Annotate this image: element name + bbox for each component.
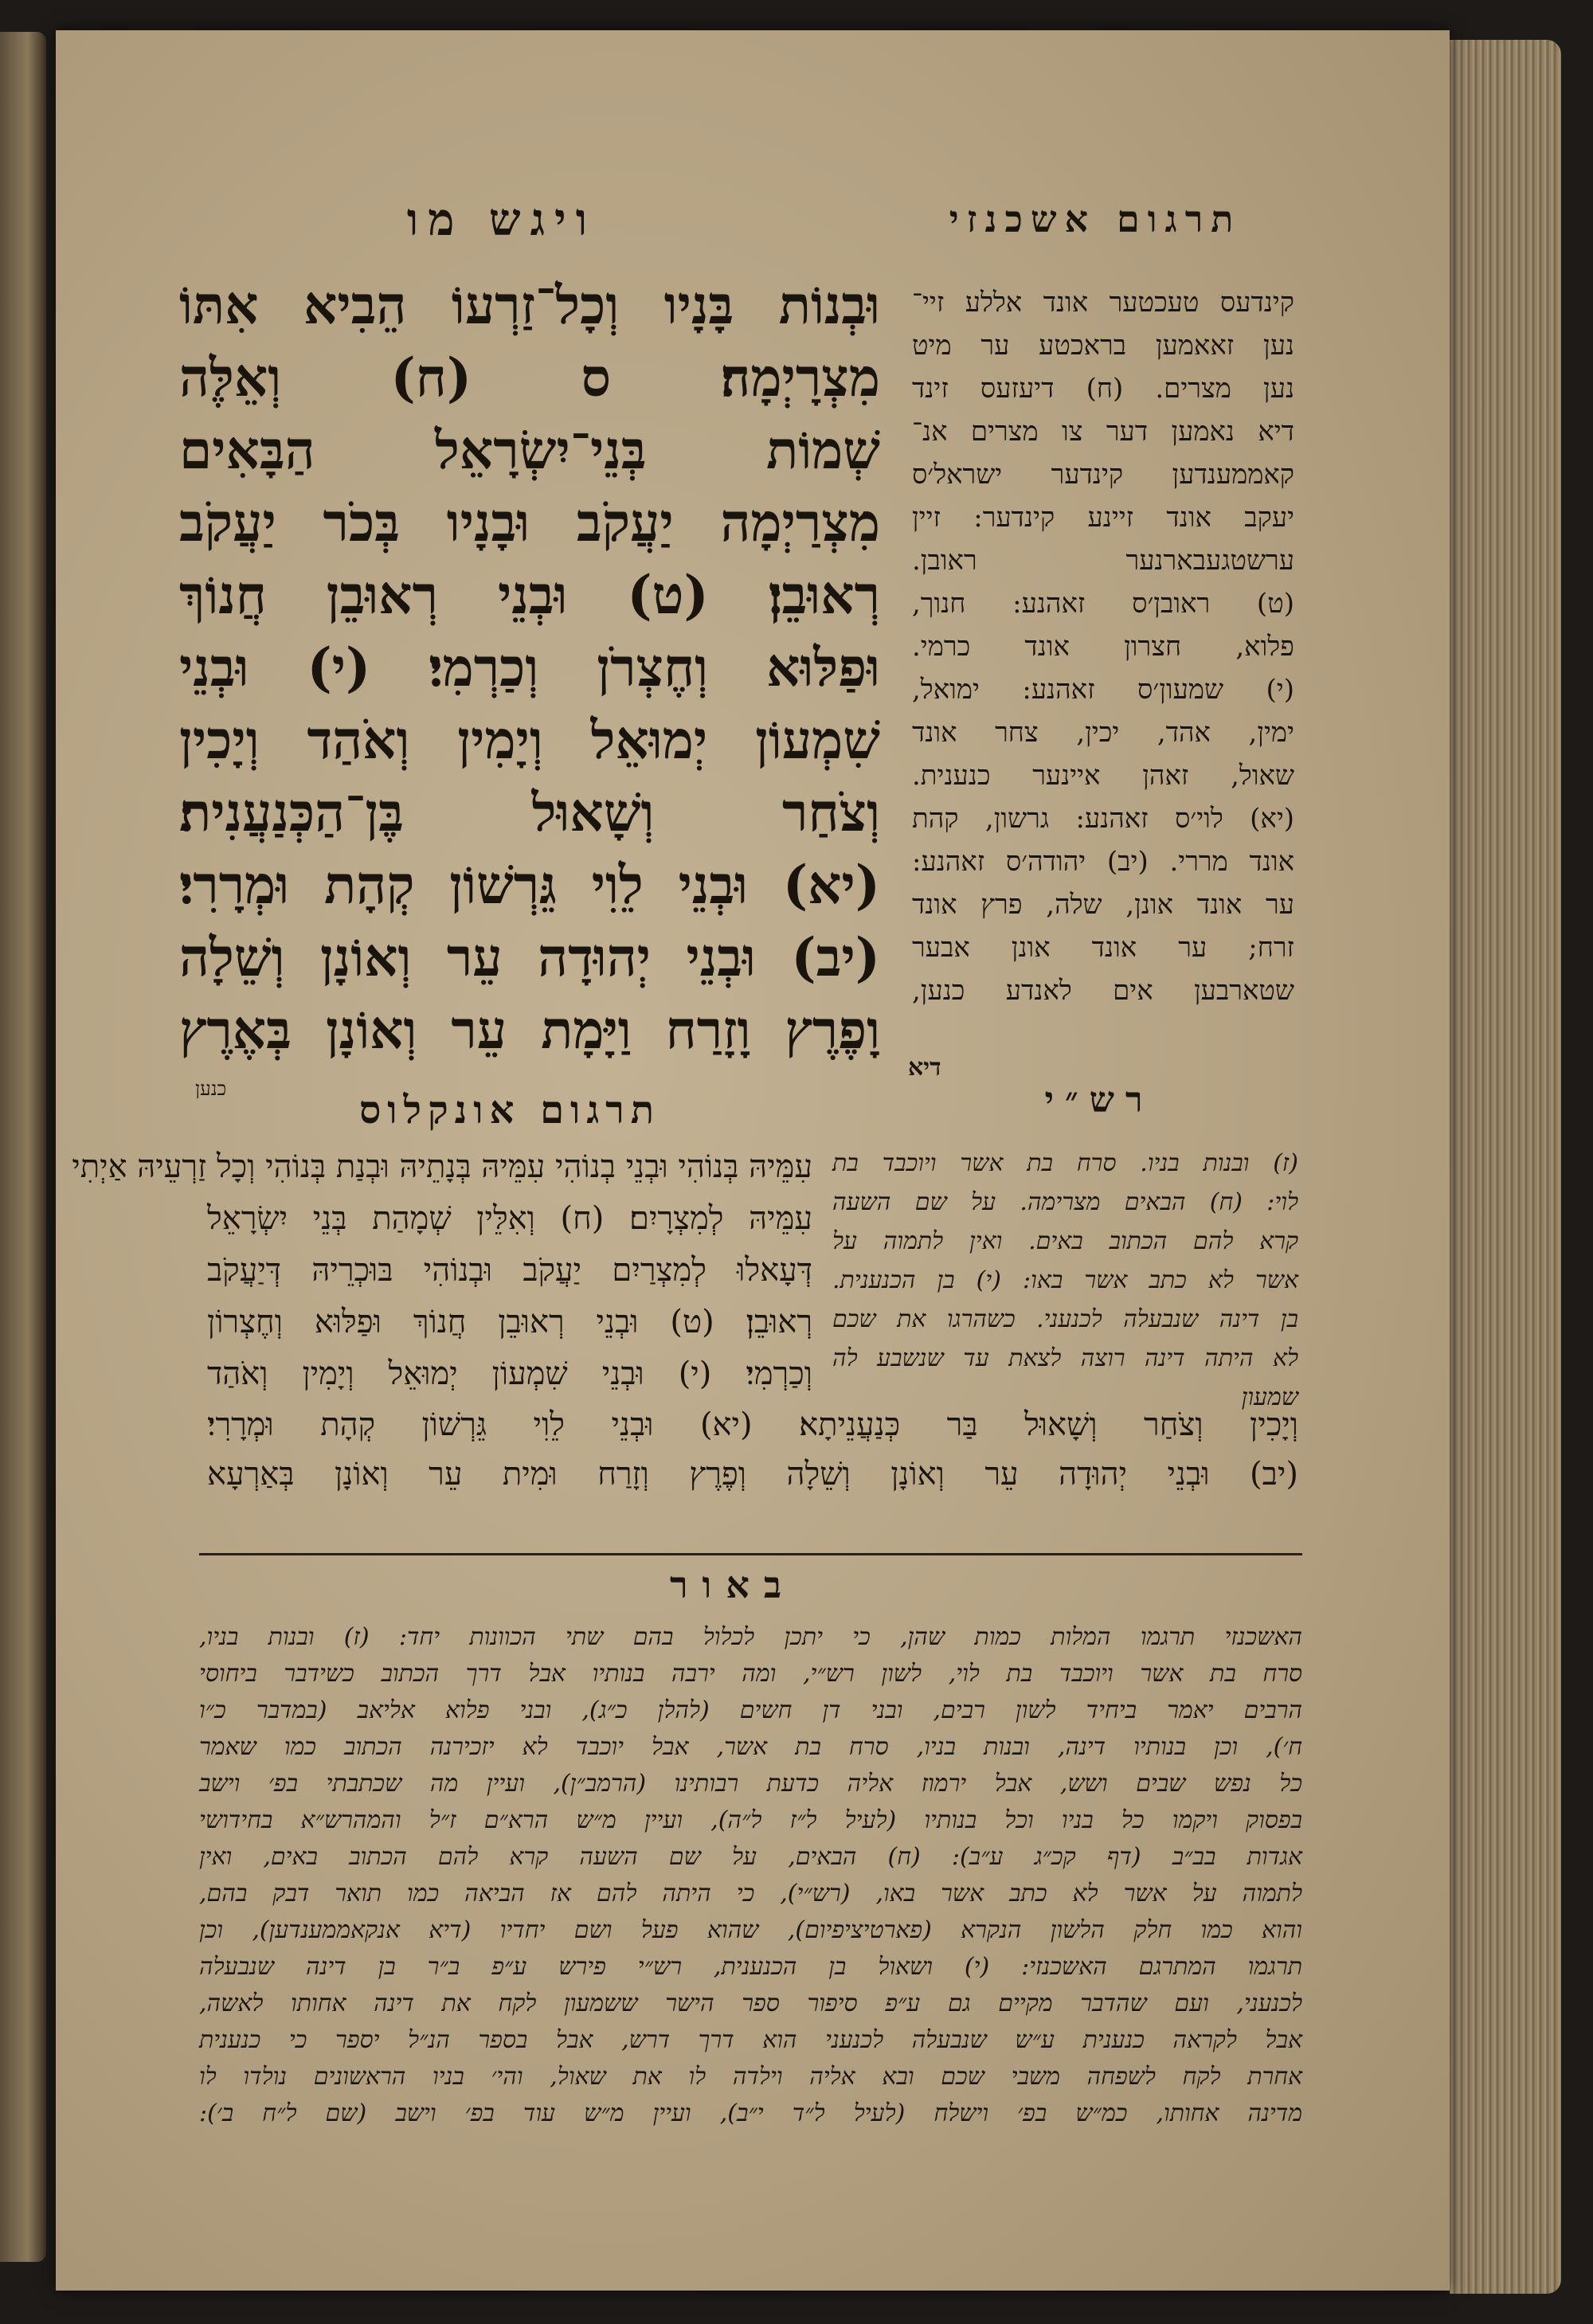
biur-line: מדינה אחותו, כמ״ש בפ׳ וישלח (לעיל ל״ד י״ב), ועיין מ״ש עוד בפ׳ וישב (שם ל״ח ב׳):: [199, 2099, 1302, 2127]
rashi-line: אשר לא כתב אשר באו: (י) בן הכנענית.: [832, 1266, 1298, 1294]
biur-line: סרח בת אשר ויוכבד בת לוי, לשון רש״י, ומה ירבה בנותיו אבל דרך הכתוב כשידבר ביחוסי: [199, 1660, 1302, 1688]
biur-line: תרגמו המתרגם האשכנזי: (י) ושאול בן הכנענית, רש״י פירש ע״פ ב״ר בן דינה שנבעלה: [199, 1953, 1302, 1981]
adjacent-page-edge: [0, 32, 46, 2262]
biur-line: לכנעני, ועם שהדבר מקיים גם ע״פ סיפור ספר הישר ששמעון לקח את דינה אחותו לאשה,: [199, 1989, 1302, 2017]
rashi-line: בן דינה שנבעלה לכנעני. כשהרגו את שכם: [832, 1305, 1298, 1333]
yiddish-line: שטארבען אים לאנדע כנען,: [912, 975, 1294, 1007]
section-divider: [199, 1553, 1302, 1555]
onkelos-line: וְכַרְמִי׃ (י) וּבְנֵי שִׁמְעוֹן יְמוּאֵל וְיָמִין וְאֹהַד: [207, 1356, 812, 1392]
yiddish-line: נען מצרים. (ח) דיעזעס זינד: [912, 373, 1294, 405]
onkelos-line: וְיָכִין וְצֹחַר וְשָׁאוּל בַּר כְּנַעֲנֵיתָא׃ (יא) וּבְנֵי לֵוִי גֵּרְשׁוֹן קְהָת וּמְרָרִי׃: [207, 1407, 1298, 1443]
yiddish-line: קינדעס טעכטער אונד אללע זיי־: [912, 287, 1294, 319]
biur-line: הרבים יאמר ביחיד לשון רבים, ובני דן חשים (להלן כ״ג), ובני פלוא אליאב (במדבר כ״ו: [199, 1696, 1302, 1724]
rashi-line: קרא להם הכתוב באים. ואין לתמוה על: [832, 1227, 1298, 1255]
main-text-line: רְאוּבֵן׃ (ט) וּבְנֵי רְאוּבֵן חֲנוֹךְ: [179, 564, 880, 626]
rashi-line: (ז) ובנות בניו. סרח בת אשר ויוכבד בת: [832, 1149, 1298, 1177]
biur-line: אגדות בב״ב (דף קכ״ג ע״ב): (ח) הבאים, על שם השעה קרא להם הכתוב באים, ואין: [199, 1843, 1302, 1871]
yiddish-line: (י) שמעון׳ס זאהנע: ימואל,: [912, 674, 1294, 706]
running-header-left: תרגום אשכנזי: [949, 198, 1242, 241]
main-catchword: כנען: [195, 1078, 227, 1100]
yiddish-line: נען זאאמען בראכטע ער מיט: [912, 330, 1294, 362]
main-text-line: וָפֶרֶץ וָזָרַח וַיָּמָת עֵר וְאוֹנָן בְּאֶרֶץ: [179, 999, 880, 1061]
yiddish-line: ערשטגעבארנער ראובן.: [912, 545, 1294, 577]
main-text-line: מִצְרָיְמָה׃ ס (ח) וְאֵלֶּה: [179, 346, 880, 409]
onkelos-line: עִמֵּיהּ בְּנוֹהִי וּבְנֵי בְנוֹהִי עִמֵּיהּ בְּנָתֵיהּ וּבְנַת בְּנוֹהִי וְכָל זַרְעֵיהּ אַיְתִי: [72, 1148, 812, 1185]
yiddish-line: קאממענדען קינדער ישראל׳ס: [912, 459, 1294, 491]
yiddish-line: אונד מררי. (יב) יהודה׳ס זאהנע:: [912, 846, 1294, 878]
rashi-line: לוי: (ח) הבאים מצרימה. על שם השעה: [832, 1188, 1298, 1216]
main-text-line: וְצֹחַר וְשָׁאוּל בֶּן־הַכְּנַעֲנִית׃: [179, 781, 880, 843]
yiddish-translation-column: [912, 281, 1294, 1012]
page-content: [56, 30, 1450, 2291]
onkelos-line: (יב) וּבְנֵי יְהוּדָה עֵר וְאוֹנָן וְשֵׁלָה וְפֶרֶץ וְזָרַח וּמִית עֵר וְאוֹנָן בְּאַרְעָא: [207, 1456, 1298, 1493]
biur-line: והוא כמו חלק הלשון הנקרא (פארטיציפיום), שהוא פעל ושם יחדיו (דיא אנקאממענדען), וכן: [199, 1916, 1302, 1944]
rashi-line: שמעון: [1241, 1383, 1298, 1411]
rashi-commentary: [832, 1144, 1298, 1417]
yiddish-line: ער אונד אונן, שלה, פרץ אונד: [912, 889, 1294, 921]
biur-line: ח׳), וכן בנותיו דינה, ובנות בניו, סרח בת אשר, אבל יוכבד לא יזכירנה הכתוב כמו שאמר: [199, 1733, 1302, 1761]
main-hebrew-text: [179, 269, 880, 1066]
yiddish-catchword: דיא: [908, 1054, 941, 1082]
book-page-edges: [1450, 40, 1561, 2294]
onkelos-line: דְּעָאלוּ לְמִצְרַיִם יַעֲקֹב וּבְנוֹהִי בּוּכְרֵיהּ דְּיַעֲקֹב: [207, 1252, 812, 1289]
main-text-line: מִצְרַיְמָה יַעֲקֹב וּבָנָיו בְּכֹר יַעֲקֹב: [179, 491, 880, 554]
biur-title: באור: [669, 1563, 796, 1606]
biur-commentary: [199, 1619, 1302, 2132]
yiddish-line: פלוא, חצרון אונד כרמי.: [912, 631, 1294, 663]
main-text-line: שִׁמְעוֹן יְמוּאֵל וְיָמִין וְאֹהַד וְיָכִין: [179, 709, 880, 771]
yiddish-line: זרח; ער אונד אונן אבער: [912, 932, 1294, 964]
onkelos-title: תרגום אונקלוס: [358, 1088, 661, 1133]
yiddish-line: דיא נאמען דער צו מצרים אנ־: [912, 416, 1294, 448]
rashi-title: רש״י: [1044, 1080, 1154, 1121]
biur-line: אבל לקראה כנענית ע״ש שנבעלה לכנעני הוא דרך דרש, אבל בספר הנ״ל יספר כי כנענית: [199, 2026, 1302, 2054]
biur-line: האשכנזי תרגמו המלות כמות שהן, כי יתכן לכלול בהם שתי הכוונות יחד: (ז) ובנות בניו,: [199, 1623, 1302, 1651]
yiddish-line: ימין, אהד, יכין, צחר אונד: [912, 717, 1294, 749]
main-text-line: וּפַלּוּא וְחֶצְרֹן וְכַרְמִי׃ (י) וּבְנֵי: [179, 636, 880, 698]
biur-line: אחרת לקח לשפחה משבי שכם ובא אליה וילדה לו את שאול, והי׳ בניו הראשונים נולדו לו: [199, 2063, 1302, 2091]
main-text-line: וּבְנוֹת בָּנָיו וְכָל־זַרְעוֹ הֵבִיא אִתּוֹ: [179, 274, 880, 336]
main-text-line: שְׁמוֹת בְּנֵי־יִשְׂרָאֵל הַבָּאִים: [179, 419, 880, 481]
biur-line: כל נפש שבים ושש, אבל ירמוז אליה כדעת רבותינו (הרמב״ן), ועיין מה שכתבתי בפ׳ וישב: [199, 1770, 1302, 1798]
yiddish-line: יעקב אונד זיינע קינדער: זיין: [912, 502, 1294, 534]
running-header-right: ויגש מו: [406, 194, 597, 246]
main-text-line: (יא) וּבְנֵי לֵוִי גֵּרְשׁוֹן קְהָת וּמְרָרִי׃: [179, 854, 880, 916]
onkelos-line: עִמֵּיהּ לְמִצְרָיִם׃ (ח) וְאִלֵּין שְׁמָהַת בְּנֵי יִשְׂרָאֵל: [207, 1200, 812, 1237]
yiddish-line: שאול, זאהן איינער כנענית.: [912, 760, 1294, 792]
onkelos-text: [72, 1141, 812, 1400]
biur-line: בפסוק ויקמו כל בניו וכל בנותיו (לעיל ל״ז ל״ה), ועיין מ״ש הרא״ם ז״ל והמהרש״א בחידושי: [199, 1806, 1302, 1834]
main-text-line: (יב) וּבְנֵי יְהוּדָה עֵר וְאוֹנָן וְשֵׁלָה: [179, 926, 880, 988]
book-page: [56, 30, 1450, 2291]
onkelos-line: רְאוּבֵן׃ (ט) וּבְנֵי רְאוּבֵן חֲנוֹךְ וּפַלּוּא וְחֶצְרוֹן: [207, 1304, 812, 1340]
yiddish-line: (ט) ראובן׳ס זאהנע: חנוך,: [912, 588, 1294, 620]
biur-line: לתמוה על אשר לא כתב אשר באו, (רש״י), כי היתה להם אז הביאה כמו תואר דבק בהם,: [199, 1880, 1302, 1907]
yiddish-line: (יא) לוי׳ס זאהנע: גרשון, קהת: [912, 803, 1294, 835]
rashi-line: לא היתה דינה רוצה לצאת עד שנשבע לה: [832, 1344, 1298, 1372]
